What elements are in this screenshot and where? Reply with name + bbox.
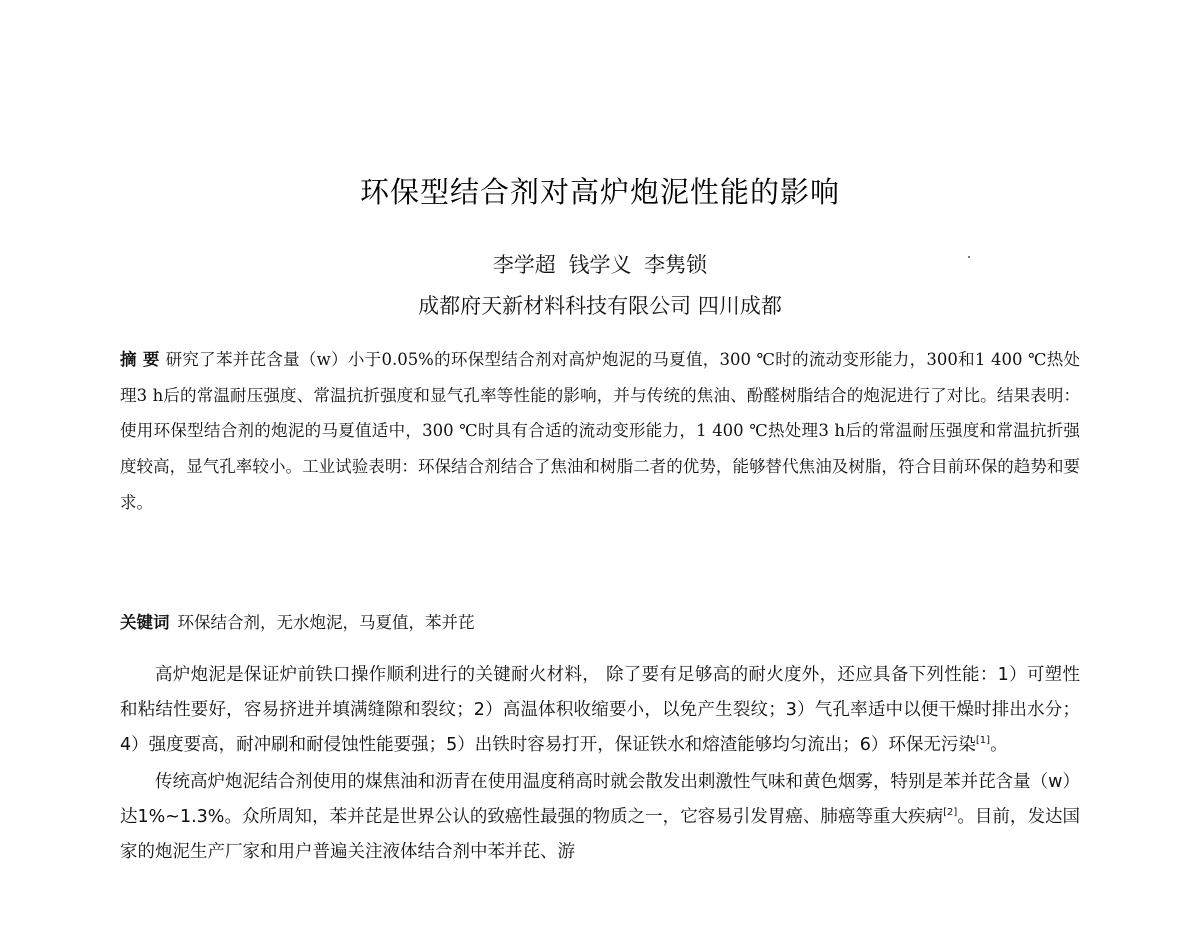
paragraph-2-text: 传统高炉炮泥结合剂使用的煤焦油和沥青在使用温度稍高时就会散发出刺激性气味和黄色烟雾，特别是苯并芘含量（w）达1%~1.3%。众所周知，苯并芘是世界公认的致癌性最强的物质之一，它容易引发胃癌、肺癌等重大疾病	[120, 772, 1080, 827]
author-affiliation: 成都府天新材料科技有限公司 四川成都	[418, 294, 782, 318]
abstract-label: 摘 要	[120, 350, 160, 369]
body-paragraph-2	[120, 765, 1080, 870]
author-list: 李学超 钱学义 李隽锁	[492, 253, 708, 277]
keywords-label: 关键词	[120, 613, 170, 632]
paragraph-1-text: 高炉炮泥是保证炉前铁口操作顺利进行的关键耐火材料， 除了要有足够高的耐火度外，还应具备下列性能：1）可塑性和粘结性要好，容易挤进并填满缝隙和裂纹；2）高温体积收缩要小，以免产生裂纹；3）气孔率适中以便干燥时排出水分；4）强度要高，耐冲刷和耐侵蚀性能要强；5）出铁时容易打开，保证铁水和熔渣能够均匀流出；6）环保无污染	[120, 665, 1080, 755]
paragraph-1-end: 。	[990, 735, 1008, 755]
paragraph-2-end: 。目前，发达国家的炮泥生产厂家和用户普遍关注液体结合剂中苯并芘、游	[120, 807, 1080, 862]
citation-ref-2: [2]	[943, 807, 958, 819]
body-paragraph-1	[120, 658, 1080, 763]
paper-title: 环保型结合剂对高炉炮泥性能的影响	[359, 175, 840, 209]
abstract-block	[120, 342, 1080, 521]
citation-ref-1: [1]	[975, 735, 991, 747]
abstract-text: 研究了苯并芘含量（w）小于0.05%的环保型结合剂对高炉炮泥的马夏值，300 ℃时的流动变形能力，300和1 400 ℃热处理3 h后的常温耐压强度、常温抗折强度和显气孔率等性能的影响，并与传统的焦油、酚醛树脂结合的炮泥进行了对比。结果表明：使用环保型结合剂的炮泥的马夏值适中，300 ℃时具有合适的流动变形能力，1 400 ℃热处理3 h后的常温耐压强度和常温抗折强度较高，显气孔率较小。工业试验表明：环保结合剂结合了焦油和树脂二者的优势，能够替代焦油及树脂，符合目前环保的趋势和要求。	[120, 350, 1080, 512]
keywords-block	[120, 608, 1080, 638]
keywords-text: 环保结合剂，无水炮泥，马夏值，苯并芘	[177, 613, 475, 632]
body-text	[120, 658, 1080, 872]
scan-speck	[968, 256, 970, 258]
